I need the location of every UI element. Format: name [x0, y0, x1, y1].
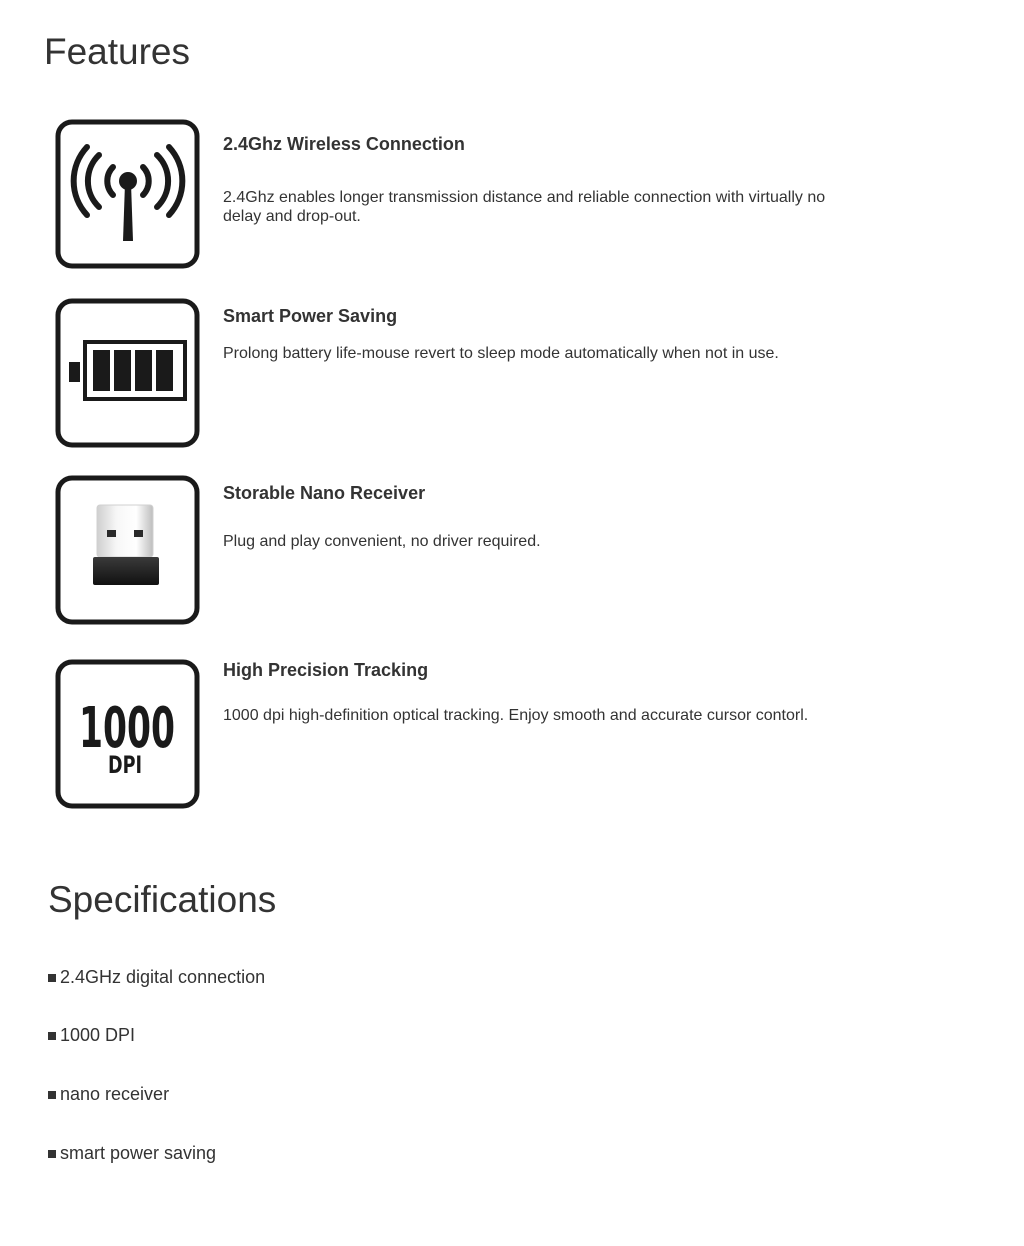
feature-heading: High Precision Tracking: [223, 660, 429, 680]
spec-list-item: [48, 1083, 169, 1105]
feature-heading: Storable Nano Receiver: [223, 483, 426, 503]
spec-item-text: smart power saving: [60, 1143, 217, 1163]
spec-list-item: [48, 966, 265, 988]
wireless-antenna-icon: [55, 119, 200, 269]
spec-list-item: [48, 1142, 216, 1164]
bullet-icon: [48, 1032, 56, 1040]
specifications-title: Specifications: [48, 879, 277, 920]
usb-receiver-icon: [55, 475, 200, 625]
feature-heading: 2.4Ghz Wireless Connection: [223, 134, 465, 154]
dpi-icon-unit: DPI: [108, 751, 142, 779]
bullet-icon: [48, 1150, 56, 1158]
feature-description: Prolong battery life-mouse revert to sleep mode automatically when not in use.: [223, 345, 779, 362]
features-title: Features: [44, 31, 191, 72]
feature-description: 1000 dpi high-definition optical tracking. Enjoy smooth and accurate cursor contorl.: [223, 707, 809, 724]
bullet-icon: [48, 1091, 56, 1099]
feature-heading: Smart Power Saving: [223, 306, 398, 326]
spec-list-item: [48, 1024, 135, 1046]
spec-item-text: 1000 DPI: [60, 1025, 136, 1045]
feature-description: Plug and play convenient, no driver required.: [223, 533, 541, 550]
spec-item-text: 2.4GHz digital connection: [60, 967, 266, 987]
bullet-icon: [48, 974, 56, 982]
feature-description: 2.4Ghz enables longer transmission distance and reliable connection with virtually no delay and drop-out.: [223, 189, 826, 225]
dpi-icon: [55, 659, 200, 809]
battery-icon: [55, 298, 200, 448]
dpi-icon-number: 1000: [79, 696, 175, 761]
spec-item-text: nano receiver: [60, 1084, 170, 1104]
